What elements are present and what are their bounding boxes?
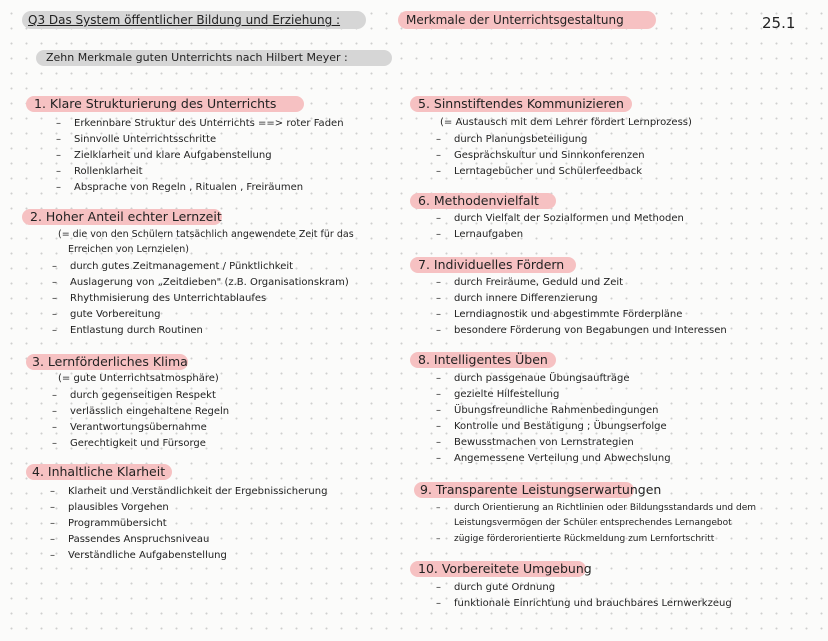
s5-item: – durch Planungsbeteiligung xyxy=(436,134,588,145)
section-10-title: 10. Vorbereitete Umgebung xyxy=(418,561,592,576)
s9-item: – zügige förderorientierte Rückmeldung zum Lernfortschritt xyxy=(436,534,715,544)
s8-item: – Angemessene Verteilung und Abwechslung xyxy=(436,453,671,464)
s7-item: – durch Freiräume, Geduld und Zeit xyxy=(436,277,624,288)
intro-text: Zehn Merkmale guten Unterrichts nach Hilbert Meyer : xyxy=(46,51,348,64)
s5-note: (= Austausch mit dem Lehrer fördert Lernprozess) xyxy=(440,117,692,128)
section-1-title: 1. Klare Strukturierung des Unterrichts xyxy=(34,96,277,111)
s2-item: – Entlastung durch Routinen xyxy=(52,325,203,336)
section-7-title: 7. Individuelles Fördern xyxy=(418,257,565,272)
s1-item: – Rollenklarheit xyxy=(56,166,143,177)
s10-item: – funktionale Einrichtung und brauchbares Lernwerkzeug xyxy=(436,598,732,609)
s8-item: – durch passgenaue Übungsaufträge xyxy=(436,373,630,384)
section-4-title: 4. Inhaltliche Klarheit xyxy=(32,464,166,479)
s1-item: – Erkennbare Struktur des Unterrichts ==> roter Faden xyxy=(56,118,344,129)
s2-item: – durch gutes Zeitmanagement / Pünktlichkeit xyxy=(52,261,294,272)
s1-item: – Sinnvolle Unterrichtsschritte xyxy=(56,134,217,145)
s9-item: – durch Orientierung an Richtlinien oder Bildungsstandards und dem xyxy=(436,503,757,513)
s10-item: – durch gute Ordnung xyxy=(436,582,556,593)
s8-item: – gezielte Hilfestellung xyxy=(436,389,560,400)
s1-item: – Absprache von Regeln , Ritualen , Freiräumen xyxy=(56,182,304,193)
s2-item: – Auslagerung von „Zeitdieben" (z.B. Organisationskram) xyxy=(52,277,349,288)
s1-item: – Zielklarheit und klare Aufgabenstellung xyxy=(56,150,272,161)
s5-item: – Gesprächskultur und Sinnkonferenzen xyxy=(436,150,645,161)
s3-item: – Verantwortungsübernahme xyxy=(52,422,207,433)
section-8-title: 8. Intelligentes Üben xyxy=(418,352,548,367)
s2-note: (= die von den Schülern tatsächlich angewendete Zeit für das xyxy=(58,229,354,240)
s4-item: – Passendes Anspruchsniveau xyxy=(50,534,210,545)
section-6-title: 6. Methodenvielfalt xyxy=(418,193,539,208)
s3-note: (= gute Unterrichtsatmosphäre) xyxy=(58,373,219,384)
section-3-title: 3. Lernförderliches Klima xyxy=(32,354,188,369)
s4-item: – plausibles Vorgehen xyxy=(50,502,169,513)
s4-item: – Klarheit und Verständlichkeit der Ergebnissicherung xyxy=(50,486,328,497)
section-9-title: 9. Transparente Leistungserwartungen xyxy=(420,482,662,497)
section-2-title: 2. Hoher Anteil echter Lernzeit xyxy=(30,209,222,224)
s5-item: – Lerntagebücher und Schülerfeedback xyxy=(436,166,643,177)
s3-item: – Gerechtigkeit und Fürsorge xyxy=(52,438,206,449)
s2-note: Erreichen von Lernzielen) xyxy=(68,244,189,255)
s6-item: – durch Vielfalt der Sozialformen und Methoden xyxy=(436,213,684,224)
s7-item: – durch innere Differenzierung xyxy=(436,293,598,304)
page-subtitle: Merkmale der Unterrichtsgestaltung xyxy=(406,13,624,27)
s7-item: – Lerndiagnostik und abgestimmte Förderpläne xyxy=(436,309,683,320)
s7-item: – besondere Förderung von Begabungen und Interessen xyxy=(436,325,727,336)
s8-item: – Übungsfreundliche Rahmenbedingungen xyxy=(436,405,659,416)
s3-item: – verlässlich eingehaltene Regeln xyxy=(52,406,230,417)
s8-item: – Bewusstmachen von Lernstrategien xyxy=(436,437,634,448)
s2-item: – Rhythmisierung des Unterrichtablaufes xyxy=(52,293,267,304)
page-date: 25.1 xyxy=(762,14,796,32)
s8-item: – Kontrolle und Bestätigung ; Übungserfolge xyxy=(436,421,667,432)
s9-item-continued: Leistungsvermögen der Schüler entsprechendes Lernangebot xyxy=(454,518,732,528)
s6-item: – Lernaufgaben xyxy=(436,229,524,240)
page-title: Q3 Das System öffentlicher Bildung und Erziehung : xyxy=(28,13,341,27)
s2-item: – gute Vorbereitung xyxy=(52,309,161,320)
section-5-title: 5. Sinnstiftendes Kommunizieren xyxy=(418,96,624,111)
s4-item: – Verständliche Aufgabenstellung xyxy=(50,550,227,561)
s4-item: – Programmübersicht xyxy=(50,518,167,529)
s3-item: – durch gegenseitigen Respekt xyxy=(52,390,216,401)
